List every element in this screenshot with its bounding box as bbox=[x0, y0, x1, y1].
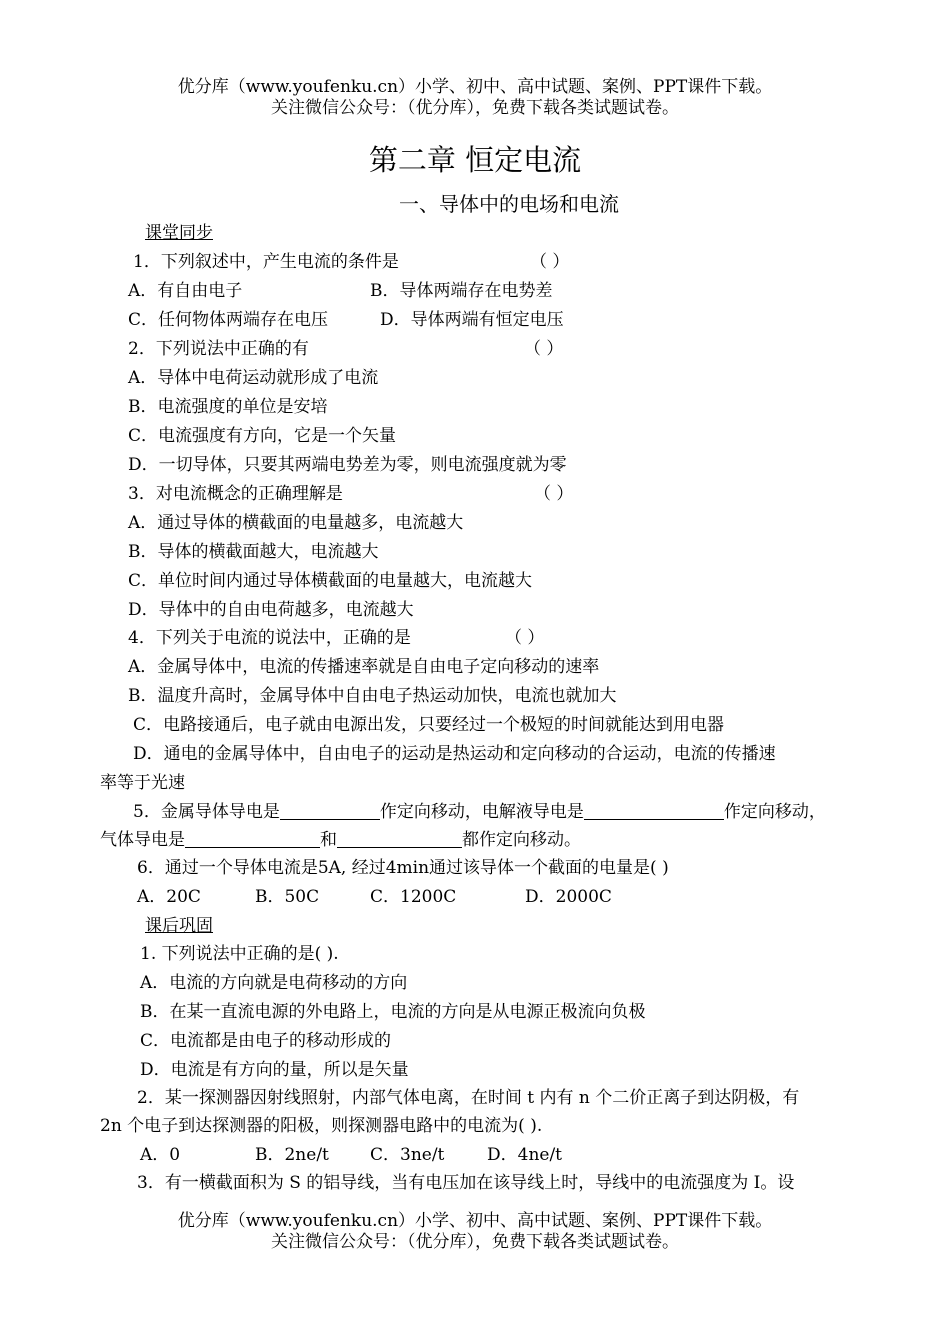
q3-option-b: B．导体的横截面越大，电流越大 bbox=[128, 542, 379, 562]
q6-option-d: D．2000C bbox=[525, 887, 612, 907]
p2-q1-option-a: A．电流的方向就是电荷移动的方向 bbox=[140, 973, 408, 993]
q3-option-a: A．通过导体的横截面的电量越多，电流越大 bbox=[128, 513, 464, 533]
q4-stem: 4．下列关于电流的说法中，正确的是 bbox=[128, 628, 411, 648]
chapter-title: 第二章 恒定电流 bbox=[368, 143, 582, 177]
q6-option-c: C．1200C bbox=[370, 887, 457, 907]
q2-option-c: C．电流强度有方向，它是一个矢量 bbox=[128, 426, 397, 446]
q6-option-a: A．20C bbox=[137, 887, 201, 907]
q5-blank-3[interactable] bbox=[185, 829, 320, 848]
section-title: 一、导体中的电场和电流 bbox=[399, 192, 619, 216]
p2-q2-line1: 2．某一探测器因射线照射，内部气体电离，在时间 t 内有 n 个二价正离子到达阴极，有 bbox=[137, 1088, 800, 1108]
p2-q1-stem: 1. 下列说法中正确的是( ). bbox=[140, 944, 339, 964]
q1-option-c: C．任何物体两端存在电压 bbox=[128, 310, 329, 330]
q2-option-d: D．一切导体，只要其两端电势差为零，则电流强度就为零 bbox=[128, 455, 567, 475]
q5-text-1: 5．金属导体导电是 bbox=[133, 802, 280, 822]
q2-option-a: A．导体中电荷运动就形成了电流 bbox=[128, 368, 379, 388]
header-line-1: 优分库（www.youfenku.cn）小学、初中、高中试题、案例、PPT课件下载。 bbox=[177, 77, 773, 97]
q4-option-a: A．金属导体中，电流的传播速率就是自由电子定向移动的速率 bbox=[128, 657, 600, 677]
q5-blank-1[interactable] bbox=[280, 801, 380, 820]
q1-option-d: D．导体两端有恒定电压 bbox=[380, 310, 564, 330]
q5-line1 bbox=[133, 799, 826, 825]
q1-stem: 1．下列叙述中，产生电流的条件是 bbox=[133, 252, 399, 272]
q5-text-5: 和 bbox=[320, 830, 337, 850]
p2-q3-line1: 3．有一横截面积为 S 的铝导线，当有电压加在该导线上时，导线中的电流强度为 I。设 bbox=[137, 1173, 795, 1193]
p2-q1-option-c: C．电流都是由电子的移动形成的 bbox=[140, 1031, 392, 1051]
q4-option-c: C．电路接通后，电子就由电源出发，只要经过一个极短的时间就能达到用电器 bbox=[133, 715, 725, 735]
q5-text-6: 都作定向移动。 bbox=[462, 830, 581, 850]
p2-q2-line2: 2n 个电子到达探测器的阳极，则探测器电路中的电流为( ). bbox=[100, 1116, 543, 1136]
p2-q2-option-c: C．3ne/t bbox=[370, 1145, 445, 1165]
q6-stem: 6．通过一个导体电流是5A, 经过4min通过该导体一个截面的电量是( ) bbox=[137, 858, 669, 878]
q6-option-b: B．50C bbox=[255, 887, 320, 907]
q1-answer-paren: （ ） bbox=[530, 252, 570, 272]
q4-option-b: B．温度升高时，金属导体中自由电子热运动加快，电流也就加大 bbox=[128, 686, 617, 706]
q5-blank-4[interactable] bbox=[337, 829, 462, 848]
q3-option-c: C．单位时间内通过导体横截面的电量越大，电流越大 bbox=[128, 571, 533, 591]
q4-answer-paren: （ ） bbox=[505, 628, 545, 648]
q3-stem: 3．对电流概念的正确理解是 bbox=[128, 484, 343, 504]
q2-option-b: B．电流强度的单位是安培 bbox=[128, 397, 328, 417]
p2-q2-option-b: B．2ne/t bbox=[255, 1145, 329, 1165]
p2-q1-option-b: B．在某一直流电源的外电路上，电流的方向是从电源正极流向负极 bbox=[140, 1002, 646, 1022]
q1-option-b: B．导体两端存在电势差 bbox=[370, 281, 553, 301]
q5-line2 bbox=[100, 827, 581, 853]
part1-heading: 课堂同步 bbox=[145, 223, 213, 243]
header-line-2: 关注微信公众号：（优分库），免费下载各类试题试卷。 bbox=[271, 98, 679, 118]
footer-line-1: 优分库（www.youfenku.cn）小学、初中、高中试题、案例、PPT课件下载。 bbox=[177, 1211, 773, 1231]
q2-answer-paren: （ ） bbox=[524, 339, 564, 359]
q5-text-3: 作定向移动， bbox=[723, 802, 826, 822]
p2-q1-option-d: D．电流是有方向的量，所以是矢量 bbox=[140, 1060, 409, 1080]
q1-option-a: A．有自由电子 bbox=[128, 281, 243, 301]
p2-q2-option-d: D．4ne/t bbox=[487, 1145, 563, 1165]
q3-answer-paren: （ ） bbox=[534, 484, 574, 504]
q5-text-4: 气体导电是 bbox=[100, 830, 185, 850]
q5-text-2: 作定向移动，电解液导电是 bbox=[379, 802, 584, 822]
p2-q2-option-a: A．0 bbox=[140, 1145, 181, 1165]
q2-stem: 2．下列说法中正确的有 bbox=[128, 339, 309, 359]
q4-option-d-line2: 率等于光速 bbox=[100, 773, 185, 793]
part2-heading: 课后巩固 bbox=[145, 916, 213, 936]
q3-option-d: D．导体中的自由电荷越多，电流越大 bbox=[128, 600, 414, 620]
footer-line-2: 关注微信公众号：（优分库），免费下载各类试题试卷。 bbox=[271, 1232, 679, 1252]
q4-option-d-line1: D．通电的金属导体中，自由电子的运动是热运动和定向移动的合运动，电流的传播速 bbox=[133, 744, 776, 764]
q5-blank-2[interactable] bbox=[584, 801, 724, 820]
